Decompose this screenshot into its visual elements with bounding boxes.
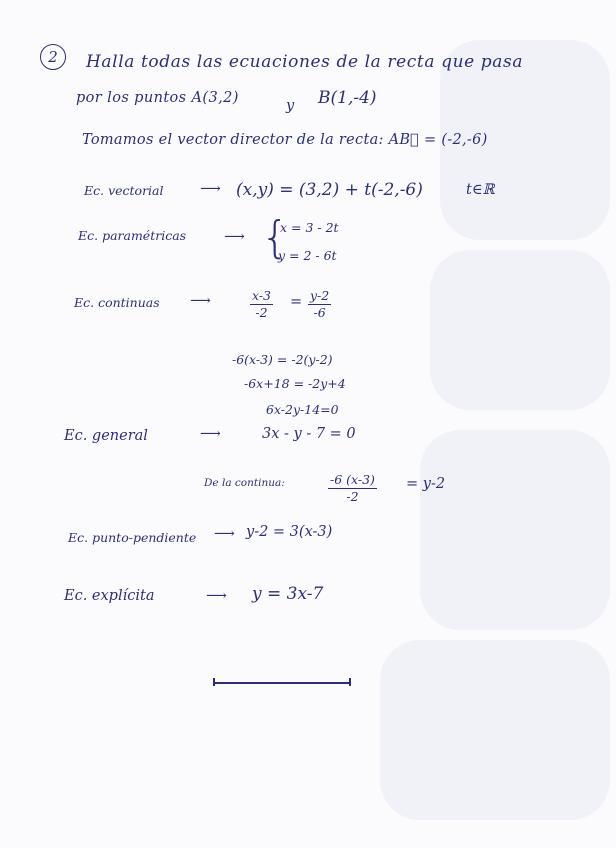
parametric-brace: { [261, 212, 289, 263]
fraction-numerator: y-2 [310, 288, 330, 303]
end-divider-tick [213, 678, 215, 686]
problem-statement-line1: Halla todas las ecuaciones de la recta que pasa [86, 52, 524, 72]
vectorial-arrow: ⟶ [200, 181, 221, 197]
from-continuous-fraction [328, 472, 377, 505]
fraction-denominator: -2 [346, 489, 359, 504]
vectorial-equation: (x,y) = (3,2) + t(-2,-6) [236, 180, 423, 200]
fraction-numerator: x-3 [252, 288, 272, 303]
from-continuous-rhs: = y-2 [406, 476, 446, 492]
bleed-through-mark [420, 430, 610, 630]
step-line: -6x+18 = -2y+4 [244, 376, 346, 391]
continuous-arrow: ⟶ [190, 293, 211, 309]
parametric-x-equation: x = 3 - 2t [280, 220, 339, 235]
vectorial-domain: t∈ℝ [466, 182, 495, 198]
parametric-y-equation: y = 2 - 6t [278, 248, 337, 263]
bleed-through-mark [380, 640, 610, 820]
general-arrow: ⟶ [200, 426, 221, 442]
step-line: 6x-2y-14=0 [266, 402, 339, 417]
continuous-label: Ec. continuas [74, 295, 160, 310]
explicit-label: Ec. explícita [64, 588, 155, 604]
vectorial-label: Ec. vectorial [84, 183, 164, 198]
end-divider [213, 682, 350, 684]
problem-number: 2 [40, 44, 66, 70]
parametric-arrow: ⟶ [224, 229, 245, 245]
end-divider-tick [349, 678, 351, 686]
general-label: Ec. general [64, 428, 148, 444]
explicit-arrow: ⟶ [206, 588, 227, 604]
continuous-fraction-x [250, 288, 273, 321]
problem-statement-line2b: B(1,-4) [318, 88, 377, 108]
fraction-denominator: -2 [255, 305, 268, 320]
continuous-fraction-y [308, 288, 331, 321]
from-continuous-label: De la continua: [204, 477, 285, 489]
parametric-label: Ec. paramétricas [78, 228, 187, 243]
bleed-through-mark [430, 250, 610, 410]
fraction-denominator: -6 [313, 305, 326, 320]
problem-statement-line2a: por los puntos A(3,2) [76, 90, 239, 106]
problem-statement-y: y [286, 98, 295, 114]
explicit-equation: y = 3x-7 [252, 584, 324, 604]
general-equation: 3x - y - 7 = 0 [262, 426, 356, 442]
step-line: -6(x-3) = -2(y-2) [232, 352, 333, 367]
point-slope-label: Ec. punto-pendiente [68, 530, 197, 545]
continuous-equals: = [290, 294, 303, 310]
director-vector-line: Tomamos el vector director de la recta: AB⃗ = (-2,-6) [82, 132, 488, 148]
point-slope-arrow: ⟶ [214, 526, 235, 542]
fraction-numerator: -6 (x-3) [330, 472, 375, 487]
point-slope-equation: y-2 = 3(x-3) [246, 524, 333, 540]
